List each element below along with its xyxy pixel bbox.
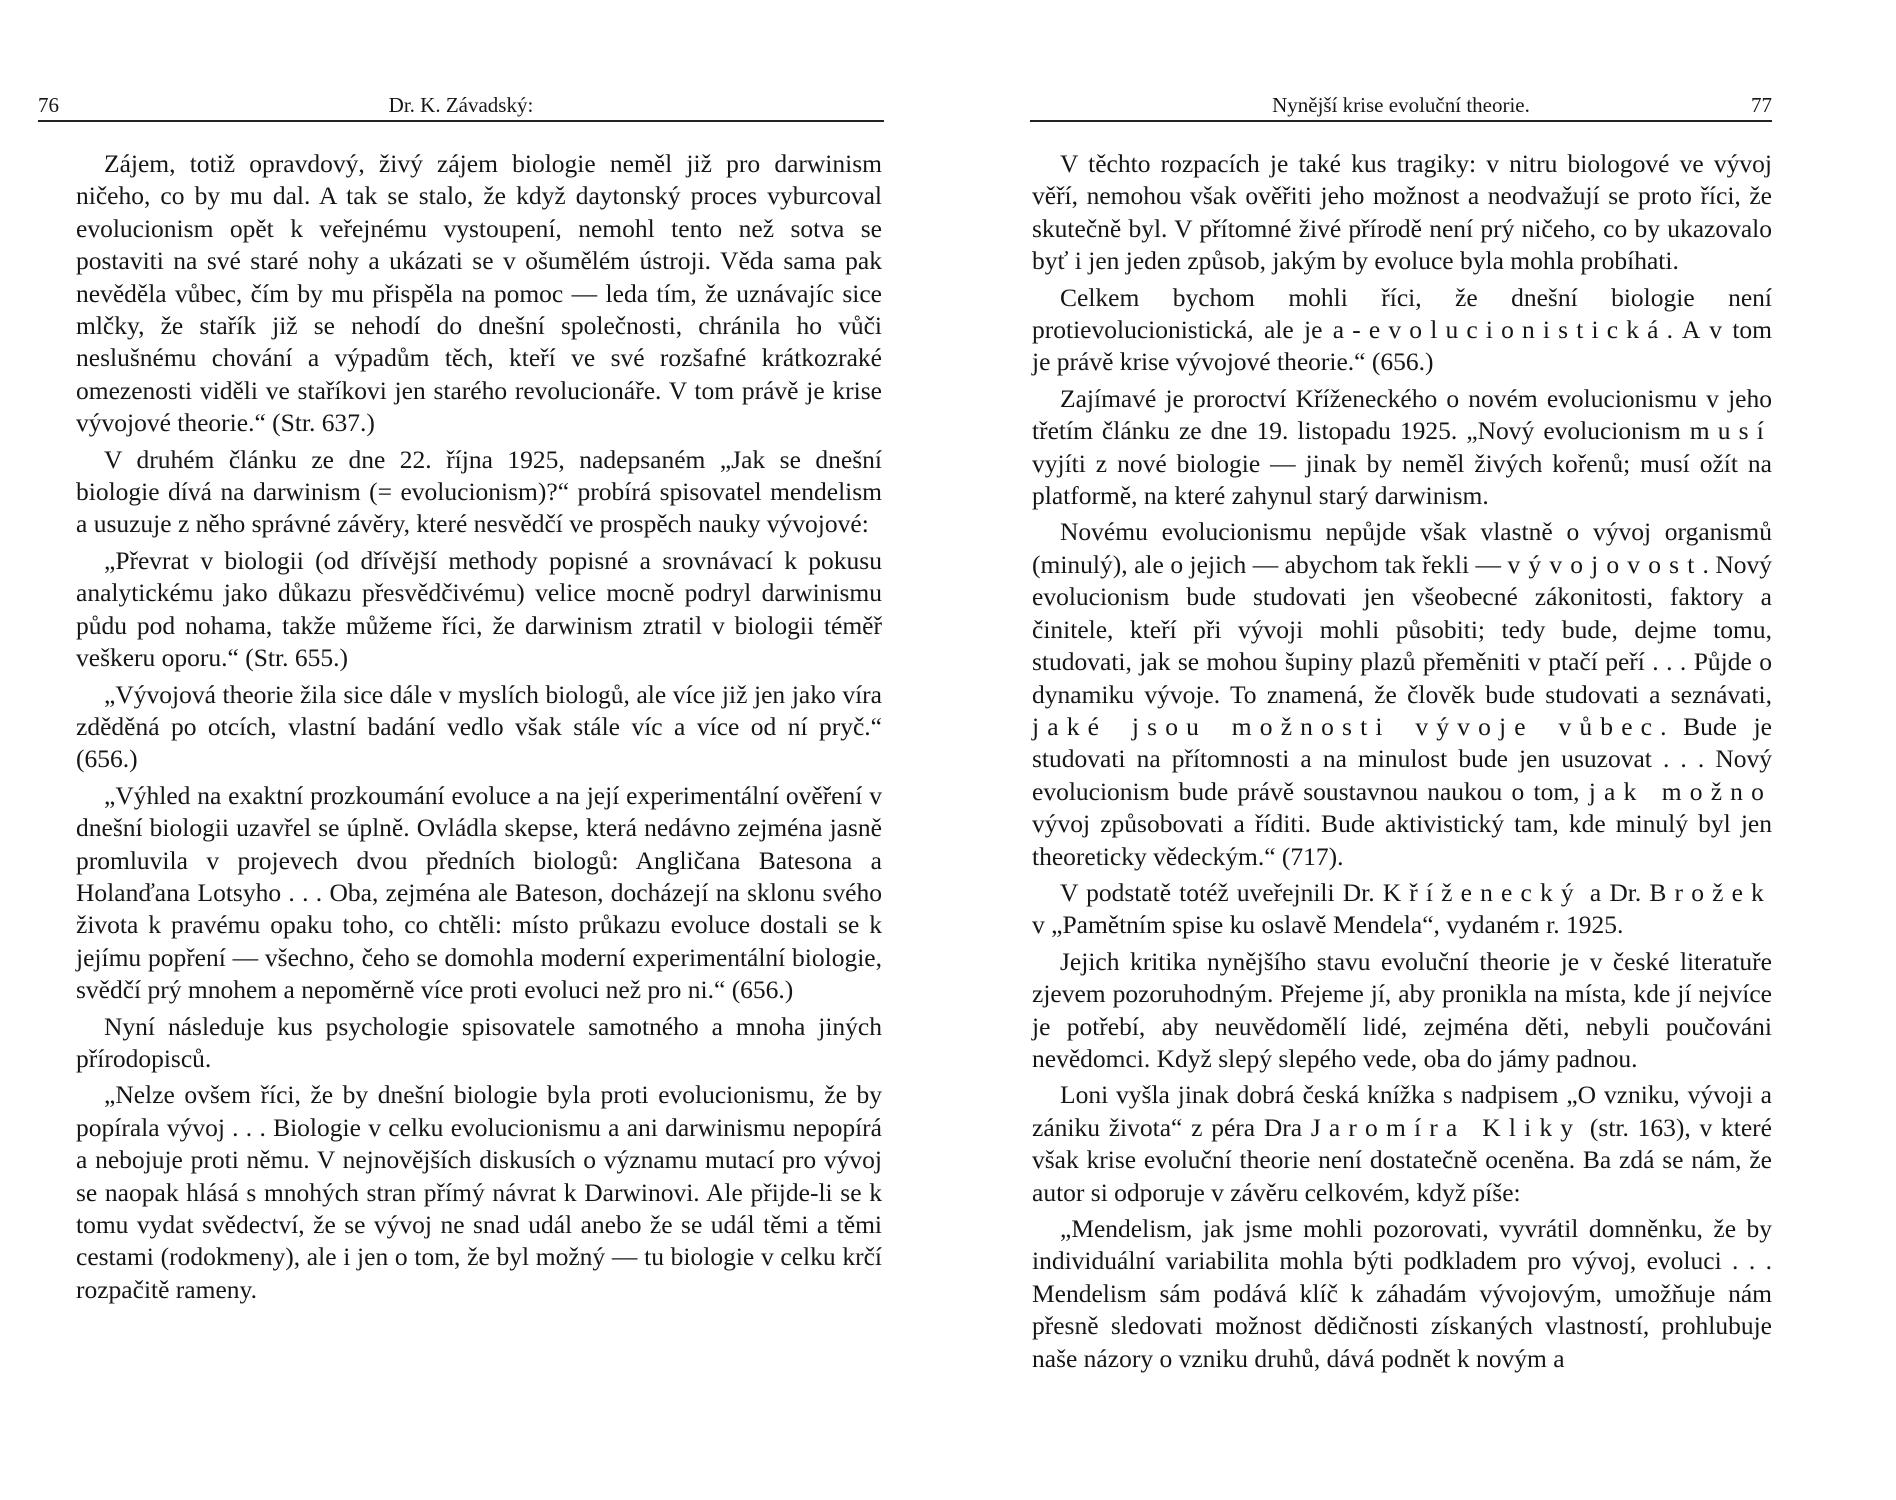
paragraph: Zájem, totiž opravdový, živý zájem biologie neměl již pro darwinism ničeho, co by mu dal. A tak se stalo, že když daytonský proces vyburcoval evolucionism opět k veřejnému vystoupení, nemohl tento než sotva se postaviti na své staré nohy a ukázati se v ošumělém ústroji. Věda sama pak nevěděla vůbec, čím by mu přispěla na pomoc — leda tím, že uznávajíc sice mlčky, že stařík již se nehodí do dnešní společnosti, chránila ho vůči neslušnému chování a výpadům těch, kteří ve své rozšafné krátkozraké omezenosti viděli ve staříkovi jen starého revolucionáře. V tom právě je krise vývojové theorie.“ (Str. 637.) bbox=[76, 149, 882, 438]
paragraph: V těchto rozpacích je také kus tragiky: v nitru biologové ve vývoj věří, nemohou však ověřiti jeho možnost a neodvažují se proto říci, že skutečně byl. V přítomné živé přírodě není prý ničeho, co by ukazovalo byť i jen jeden způsob, jakým by evoluce byla mohla probíhati. bbox=[1032, 149, 1772, 276]
running-head bbox=[38, 90, 884, 122]
running-head bbox=[1030, 90, 1772, 122]
emphasis-text: musí bbox=[1689, 416, 1772, 446]
author-name: Jaromíra Kliky bbox=[1310, 1112, 1582, 1142]
quote-paragraph: „Převrat v biologii (od dřívější methody popisné a srovnávací k pokusu analytickému jako důkazu přesvědčivému) velice mocně podryl darwinismu půdu pod nohama, takže můžeme říci, že darwinism ztratil v biologii téměř veškeru oporu.“ (Str. 655.) bbox=[76, 545, 882, 673]
paragraph: Novému evolucionismu nepůjde však vlastně o vývoj organismů (minulý), ale o jejich — abychom tak řekli — vývojovost. Nový evolucionism bude studovati jen všeobecné zákonitosti, faktory a činitele, kteří při vývoji mohli působiti; tedy bude, dejme tomu, studovati, jak se mohou šupiny plazů přeměniti v ptačí peří . . . Půjde o dynamiku vývoje. To znamená, že člověk bude studovati a seznávati, jaké jsou možnosti vývoje vůbec. Bude je studovati na přítomnosti a na minulost bude jen usuzovat . . . Nový evolucionism bude právě soustavnou naukou o tom, jak možno vývoj způsobovati a říditi. Bude aktivistický tam, kde minulý byl jen theoreticky vědeckým.“ (717). bbox=[1032, 517, 1773, 871]
quote-paragraph: „Mendelism, jak jsme mohli pozorovati, vyvrátil domněnku, že by individuální variabilita mohla býti podkladem pro vývoj, evoluci . . . Mendelism sám podává klíč k záhadám vývojovým, umožňuje nám přesně sledovati možnost dědičnosti získaných vlastností, prohlubuje naše názory o vzniku druhů, dává podnět k novým a bbox=[1032, 1214, 1772, 1373]
running-head-title: Nynější krise evoluční theorie. bbox=[1272, 93, 1530, 117]
emphasis-text: a-evolucionistická bbox=[1332, 315, 1667, 345]
emphasis-text: jaké jsou možnosti vývoje vůbec bbox=[1032, 711, 1661, 741]
quote-paragraph: „Vývojová theorie žila sice dále v myslích biologů, ale více již jen jako víra zděděná po otcích, vlastní badání vedlo však stále víc a více od ní pryč.“ (656.) bbox=[76, 679, 882, 774]
page-number: 76 bbox=[38, 93, 59, 117]
author-name: Kříženecký bbox=[1382, 877, 1582, 907]
paragraph: V druhém článku ze dne 22. října 1925, nadepsaném „Jak se dnešní biologie dívá na darwinism (= evolucionism)?“ probírá spisovatel mendelism a usuzuje z něho správné závěry, které nesvědčí ve prospěch nauky vývojové: bbox=[76, 444, 882, 539]
emphasis-text: jak možno bbox=[1588, 776, 1772, 806]
quote-paragraph: „Nelze ovšem říci, že by dnešní biologie byla proti evolucionismu, že by popírala vývoj . . . Biologie v celku evolucionismu a ani darwinismu nepopírá a nebojuje proti němu. V nejnovějších diskusích o významu mutací pro vývoj se naopak hlásá s mnohých stran přímý návrat k Darwinovi. Ale přijde-li se k tomu vydat svědectví, že se vývoj ne snad udál anebo že se udál těmi a těmi cestami (rodokmeny), ale i jen o tom, že byl možný — tu biologie v celku krčí rozpačitě rameny. bbox=[76, 1080, 882, 1304]
author-name: Brožek bbox=[1649, 877, 1772, 907]
paragraph: Zajímavé je proroctví Kříženeckého o novém evolucionismu v jeho třetím článku ze dne 19. listopadu 1925. „Nový evolucionism musí vyjíti z nové biologie — jinak by neměl živých kořenů; musí ožít na platformě, na které zahynul starý darwinism. bbox=[1032, 383, 1772, 511]
paragraph: V podstatě totéž uveřejnili Dr. Kříženecký a Dr. Brožek v „Pamětním spise ku oslavě Mendela“, vydaném r. 1925. bbox=[1032, 877, 1772, 940]
page-body bbox=[1032, 148, 1772, 1379]
right-page bbox=[948, 0, 1896, 1500]
paragraph: Loni vyšla jinak dobrá česká knížka s nadpisem „O vzniku, vývoji a zániku života“ z péra Dra Jaromíra Kliky (str. 163), v které však krise evoluční theorie není dostatečně oceněna. Ba zdá se nám, že autor si odporuje v závěru celkovém, když píše: bbox=[1032, 1080, 1772, 1207]
emphasis-text: vývojovost bbox=[1507, 549, 1703, 579]
page-body bbox=[76, 148, 882, 1310]
running-head-title: Dr. K. Závadský: bbox=[388, 93, 534, 117]
paragraph: Nyní následuje kus psychologie spisovatele samotného a mnoha jiných přírodopisců. bbox=[76, 1011, 882, 1073]
quote-paragraph: „Výhled na exaktní prozkoumání evoluce a na její experimentální ověření v dnešní biologii uzavřel se úplně. Ovládla skepse, která nedávno zejména jasně promluvila v projevech dvou předních biologů: Angličana Batesona a Holanďana Lotsyho . . . Oba, zejména ale Bateson, docházejí na sklonu svého života k pravému opaku toho, co chtěli: místo průkazu evoluce dostali se k jejímu popření — všechno, čeho se domohla moderní experimentální biologie, svědčí prý mnohem a nepoměrně více proti evoluci než pro ni.“ (656.) bbox=[76, 780, 882, 1005]
paragraph: Jejich kritika nynějšího stavu evoluční theorie je v české literatuře zjevem pozoruhodným. Přejeme jí, aby pronikla na místa, kde jí nejvíce je potřebí, aby neuvědomělí lidé, zejména děti, nebyli poučováni nevědomci. Když slepý slepého vede, oba do jámy padnou. bbox=[1032, 946, 1772, 1073]
paragraph: Celkem bychom mohli říci, že dnešní biologie není protievolucionistická, ale je a-evolucionistická. A v tom je právě krise vývojové theorie.“ (656.) bbox=[1032, 282, 1772, 377]
page-number: 77 bbox=[1751, 93, 1772, 117]
